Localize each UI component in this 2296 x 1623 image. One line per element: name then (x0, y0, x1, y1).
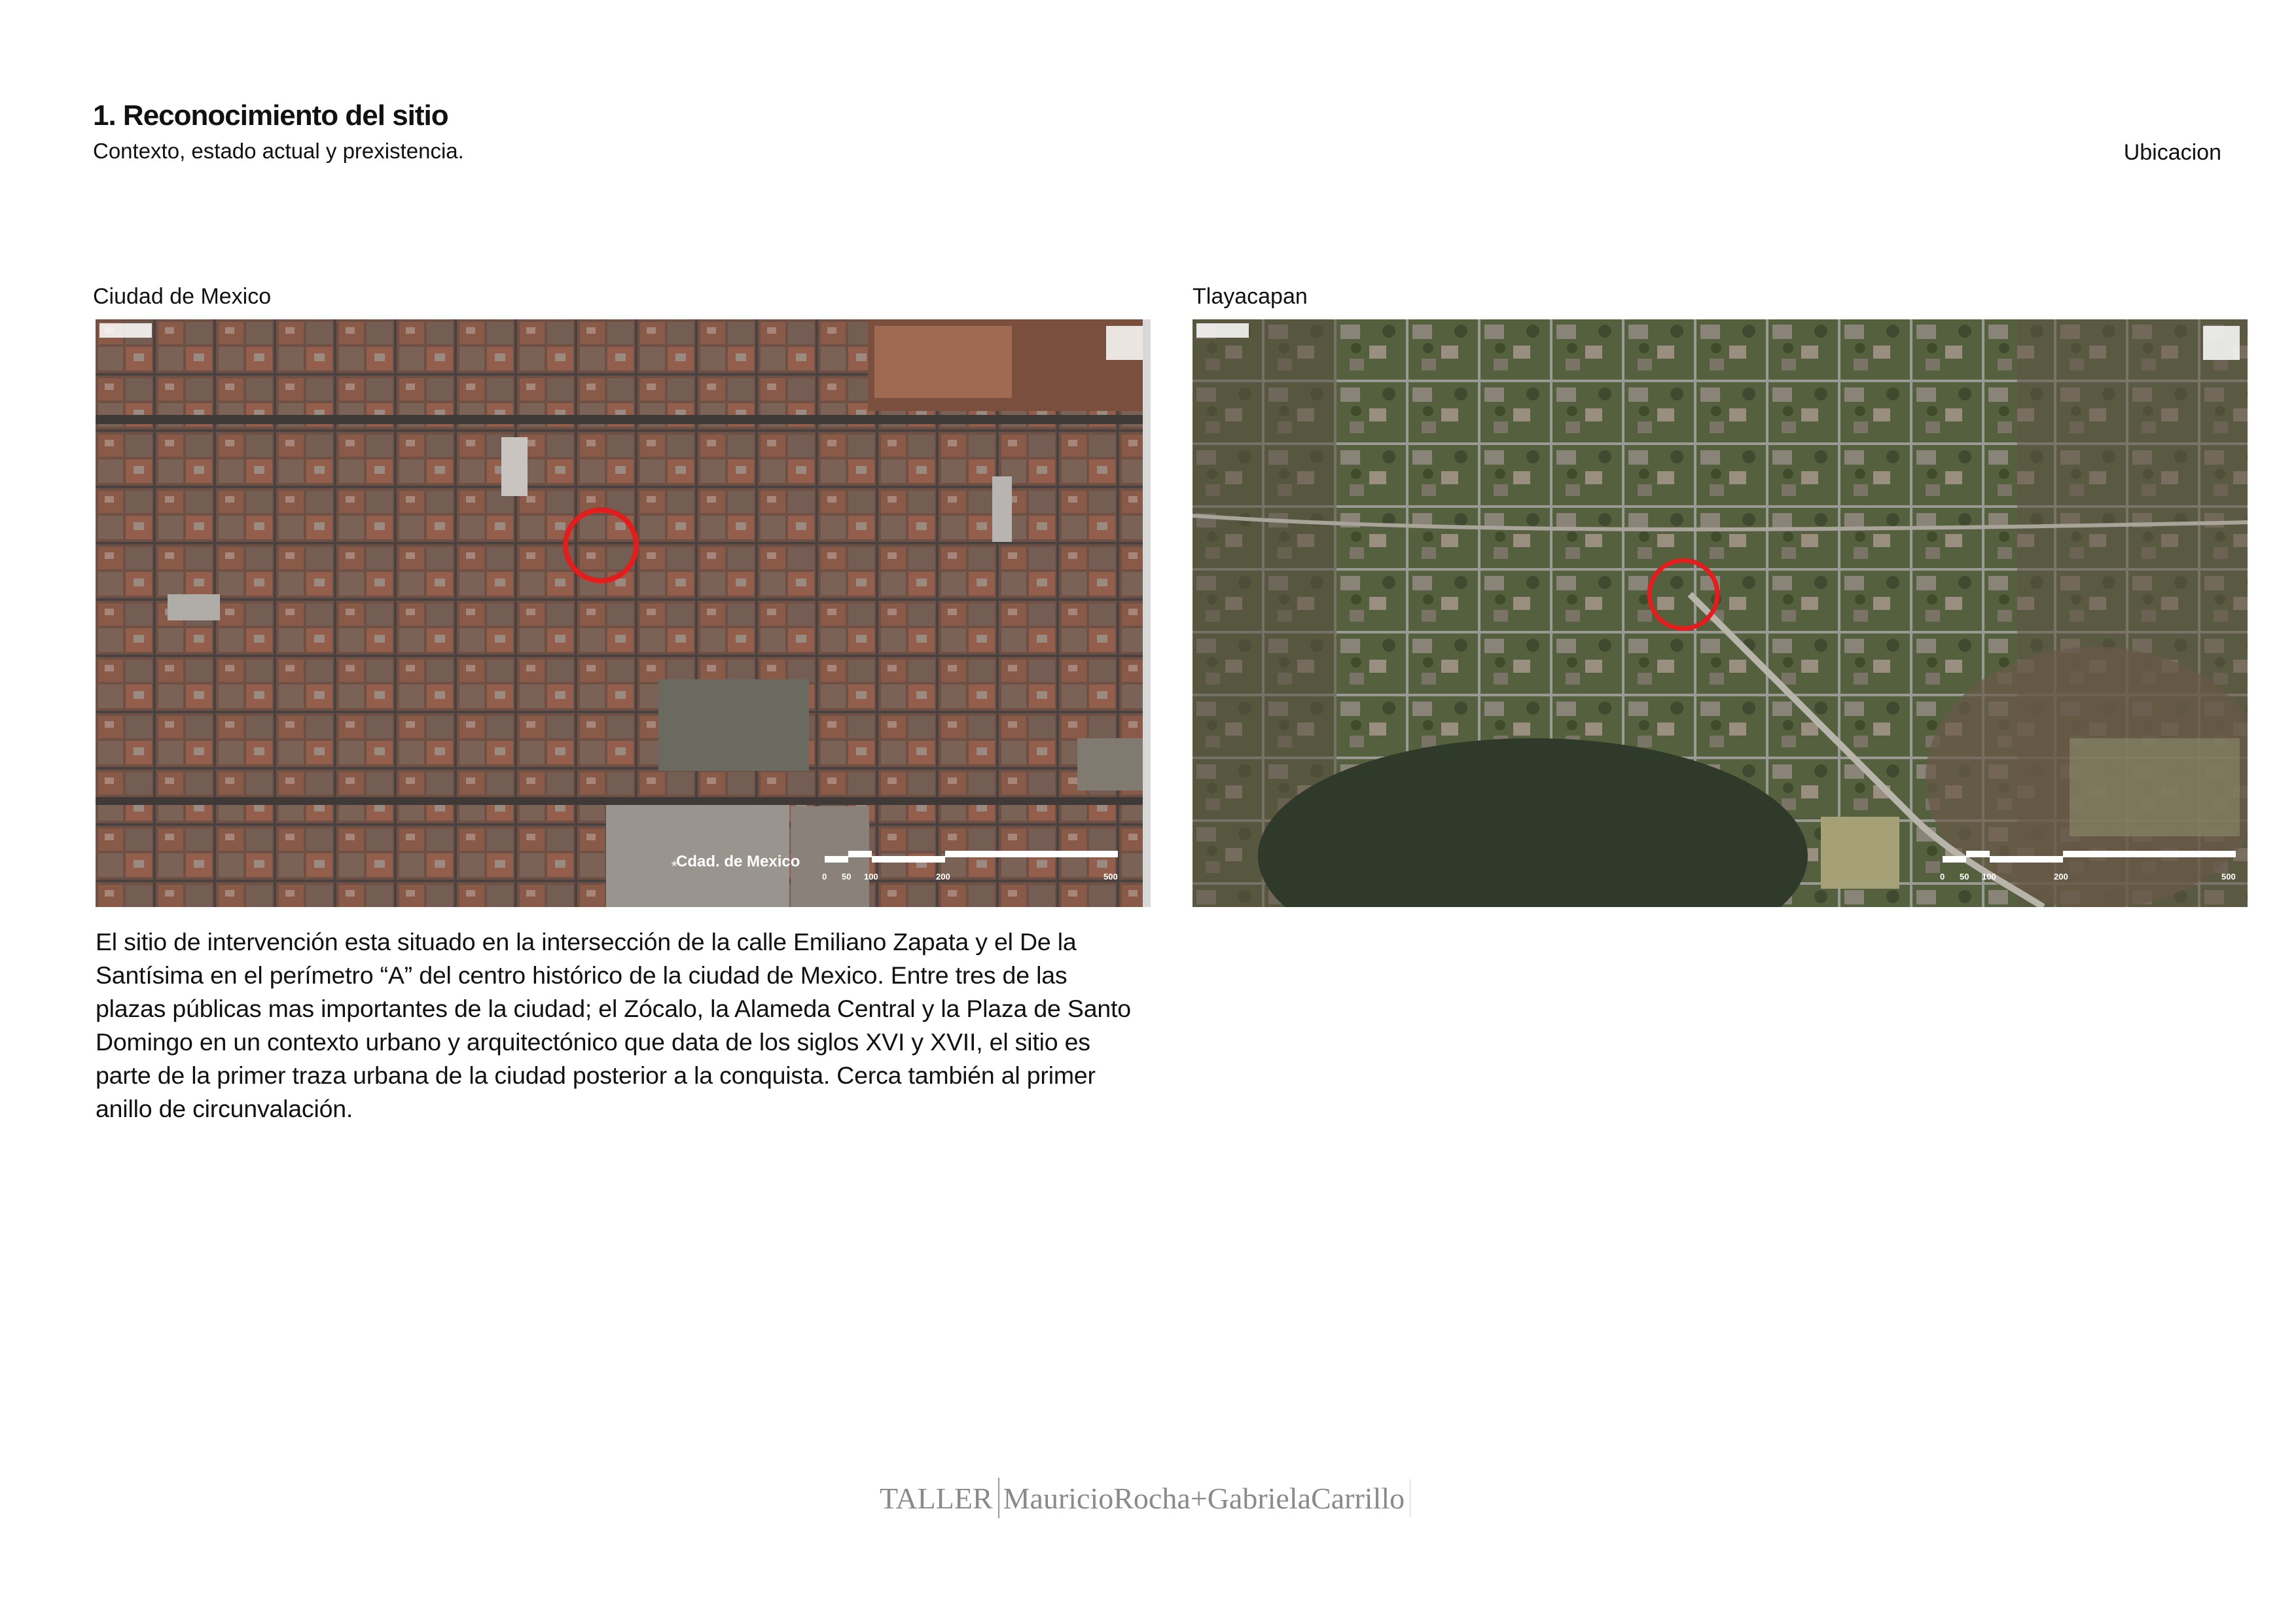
place-label-cdmx: Cdad. de Mexico (676, 853, 800, 870)
page-subtitle: Contexto, estado actual y prexistencia. (93, 139, 464, 163)
section-label: Ubicacion (2123, 140, 2221, 165)
footer-divider (998, 1478, 999, 1518)
svg-text:200: 200 (936, 872, 950, 882)
site-description: El sitio de intervención esta situado en la intersección de la calle Emiliano Zapata y el De la Santísima en el perímetro “A” del centro histórico de la ciudad de Mexico. Entre tres de las plazas públicas mas importantes de la ciudad; el Zócalo, la Alameda Central y la Plaza de Santo Domingo en un contexto urbano y arquitectónico que data de los siglos XVI y XVII, el sitio es parte de la primer traza urbana de la ciudad posterior a la conquista. Cerca también al primer anillo de circunvalación. (96, 928, 1131, 1122)
svg-text:50: 50 (1960, 872, 1969, 882)
map-label-tlayacapan: Tlayacapan (1193, 284, 1308, 309)
page-title: 1. Reconocimiento del sitio (93, 99, 448, 132)
svg-text:500: 500 (1103, 872, 1118, 882)
footer-logo (880, 1476, 1416, 1520)
aerial-map-tlayacapan (1193, 319, 2248, 907)
footer-names: MauricioRocha+GabrielaCarrillo (1003, 1481, 1405, 1515)
svg-text:100: 100 (864, 872, 878, 882)
aerial-map-ciudad-de-mexico (96, 319, 1151, 907)
svg-text:200: 200 (2054, 872, 2068, 882)
svg-text:500: 500 (2221, 872, 2236, 882)
svg-text:0: 0 (1940, 872, 1945, 882)
map-label-ciudad-de-mexico: Ciudad de Mexico (93, 284, 272, 309)
aerial-image-cdmx (96, 319, 1151, 907)
aerial-image-tlayacapan (1193, 319, 2248, 907)
footer-studio: TALLER (880, 1481, 993, 1515)
star-icon: ★ (670, 858, 679, 868)
svg-text:100: 100 (1982, 872, 1996, 882)
svg-text:0: 0 (822, 872, 827, 882)
svg-text:50: 50 (842, 872, 852, 882)
